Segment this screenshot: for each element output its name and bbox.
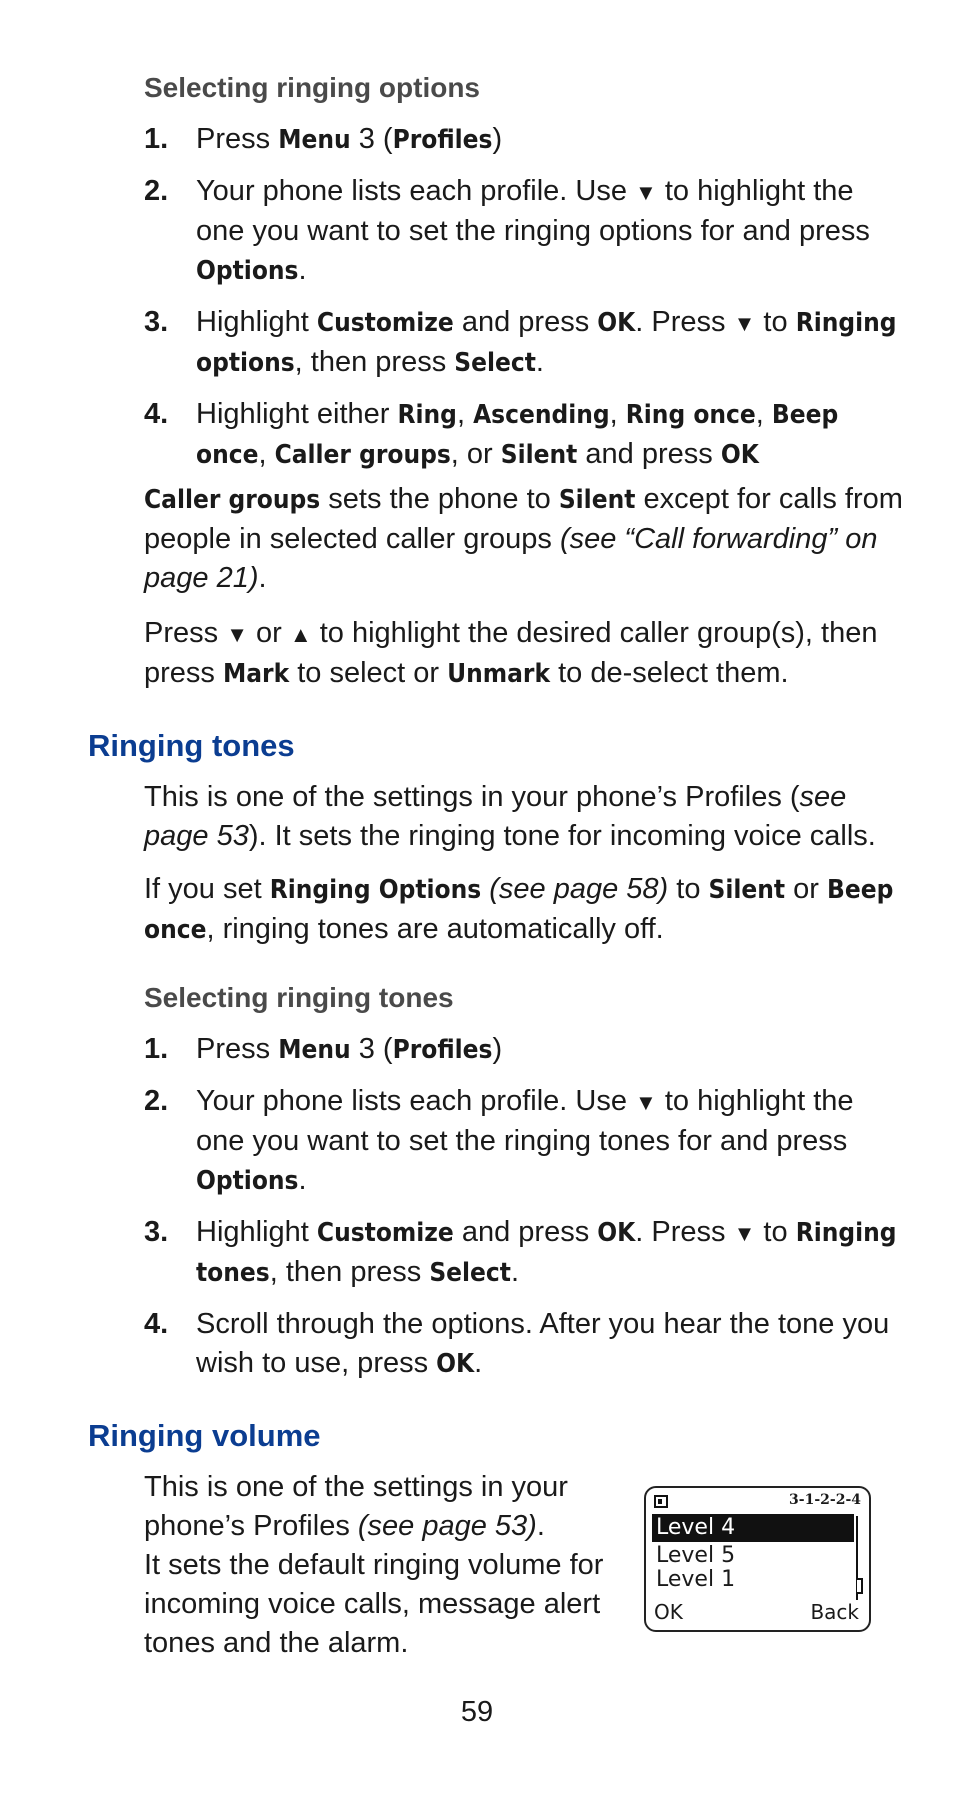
- steps-ringing-tones: [144, 1030, 904, 1396]
- option-ring: Ring: [397, 400, 457, 430]
- step-1: 1. Press Menu 3 (Profiles): [144, 1030, 904, 1070]
- step-number: 4.: [144, 398, 169, 430]
- ringing-tones-paragraph-1: This is one of the settings in your phone’s Profiles (see page 53). It sets the ringing tone for incoming voice calls.: [144, 781, 876, 852]
- down-arrow-icon: ▼: [635, 1090, 657, 1115]
- key-profiles: Profiles: [392, 1035, 493, 1065]
- step-3: 3. Highlight Customize and press OK. Press ▼ to Ringing tones, then press Select.: [144, 1213, 904, 1293]
- page-number: 59: [460, 1696, 494, 1728]
- step-number: 4.: [144, 1308, 169, 1340]
- display-status-bar: [654, 1492, 861, 1512]
- key-ok: OK: [436, 1349, 475, 1379]
- key-menu: Menu: [278, 125, 351, 155]
- up-arrow-icon: ▲: [289, 622, 312, 647]
- key-select: Select: [454, 348, 536, 378]
- step-1: 1. Press Menu 3 (Profiles): [144, 120, 904, 160]
- key-customize: Customize: [316, 308, 454, 338]
- key-unmark: Unmark: [447, 659, 551, 689]
- key-options: Options: [196, 1166, 299, 1196]
- key-mark: Mark: [222, 659, 290, 689]
- key-ringing-tones: Ringing tones: [196, 1218, 897, 1288]
- option-ascending: Ascending: [473, 400, 610, 430]
- step-number: 2.: [144, 1085, 169, 1117]
- display-item-selected: Level 4: [652, 1514, 854, 1542]
- step-number: 3.: [144, 306, 169, 338]
- option-caller-groups: Caller groups: [274, 440, 451, 470]
- right-softkey-label: Back: [810, 1600, 859, 1624]
- section-heading-selecting-ringing-options: Selecting ringing options: [144, 72, 480, 103]
- down-arrow-icon: ▼: [733, 311, 756, 336]
- step-4: 4. Highlight either Ring, Ascending, Ring once, Beep once, Caller groups, or Silent and press OK: [144, 395, 904, 475]
- display-item: Level 5: [656, 1543, 736, 1568]
- step-4: 4. Scroll through the options. After you hear the tone you wish to use, press OK.: [144, 1305, 904, 1384]
- menu-path: 3-1-2-2-4: [789, 1492, 861, 1508]
- mark-paragraph: Press ▼ or ▲ to highlight the desired caller group(s), then press Mark to select or Unmark to de-select them.: [144, 617, 878, 689]
- left-softkey-label: OK: [654, 1600, 683, 1624]
- key-ok: OK: [597, 308, 636, 338]
- cross-reference: (see “Call forwarding” on page 21): [144, 523, 878, 594]
- step-number: 3.: [144, 1216, 169, 1248]
- key-ringing-options: Ringing options: [196, 308, 897, 378]
- key-options: Options: [196, 256, 299, 286]
- down-arrow-icon: ▼: [226, 622, 248, 647]
- option-ring-once: Ring once: [625, 400, 756, 430]
- step-2: 2. Your phone lists each profile. Use ▼ to highlight the one you want to set the ringing options for and press Options.: [144, 172, 904, 291]
- heading-ringing-tones: Ringing tones: [88, 728, 295, 763]
- key-ok: OK: [597, 1218, 636, 1248]
- phone-display-illustration: [644, 1486, 871, 1632]
- section-heading-selecting-ringing-tones: Selecting ringing tones: [144, 982, 454, 1013]
- heading-ringing-volume: Ringing volume: [88, 1418, 321, 1453]
- steps-ringing-options: [144, 120, 904, 487]
- step-3: 3. Highlight Customize and press OK. Press ▼ to Ringing options, then press Select.: [144, 303, 904, 383]
- step-number: 2.: [144, 175, 169, 207]
- key-customize: Customize: [316, 1218, 454, 1248]
- step-number: 1.: [144, 1033, 169, 1065]
- ringing-tones-paragraph-2: If you set Ringing Options (see page 58) to Silent or Beep once, ringing tones are automatically off.: [144, 873, 894, 945]
- display-scroll-thumb: [857, 1578, 863, 1594]
- step-2: 2. Your phone lists each profile. Use ▼ to highlight the one you want to set the ringing tones for and press Options.: [144, 1082, 904, 1201]
- signal-icon: [654, 1495, 668, 1508]
- down-arrow-icon: ▼: [733, 1221, 756, 1246]
- display-item: Level 1: [656, 1567, 736, 1592]
- caller-groups-paragraph: Caller groups sets the phone to Silent except for calls from people in selected caller groups (see “Call forwarding” on page 21).: [144, 483, 903, 594]
- key-profiles: Profiles: [392, 125, 493, 155]
- key-ok: OK: [720, 440, 759, 470]
- key-select: Select: [429, 1258, 511, 1288]
- ringing-volume-paragraph: This is one of the settings in your phone’s Profiles (see page 53). It sets the default ringing volume for incoming voice calls, message alert tones and the alarm.: [144, 1471, 604, 1659]
- down-arrow-icon: ▼: [635, 180, 657, 205]
- key-menu: Menu: [278, 1035, 351, 1065]
- step-number: 1.: [144, 123, 169, 155]
- option-silent: Silent: [500, 440, 578, 470]
- option-beep-once: Beep once: [196, 400, 839, 470]
